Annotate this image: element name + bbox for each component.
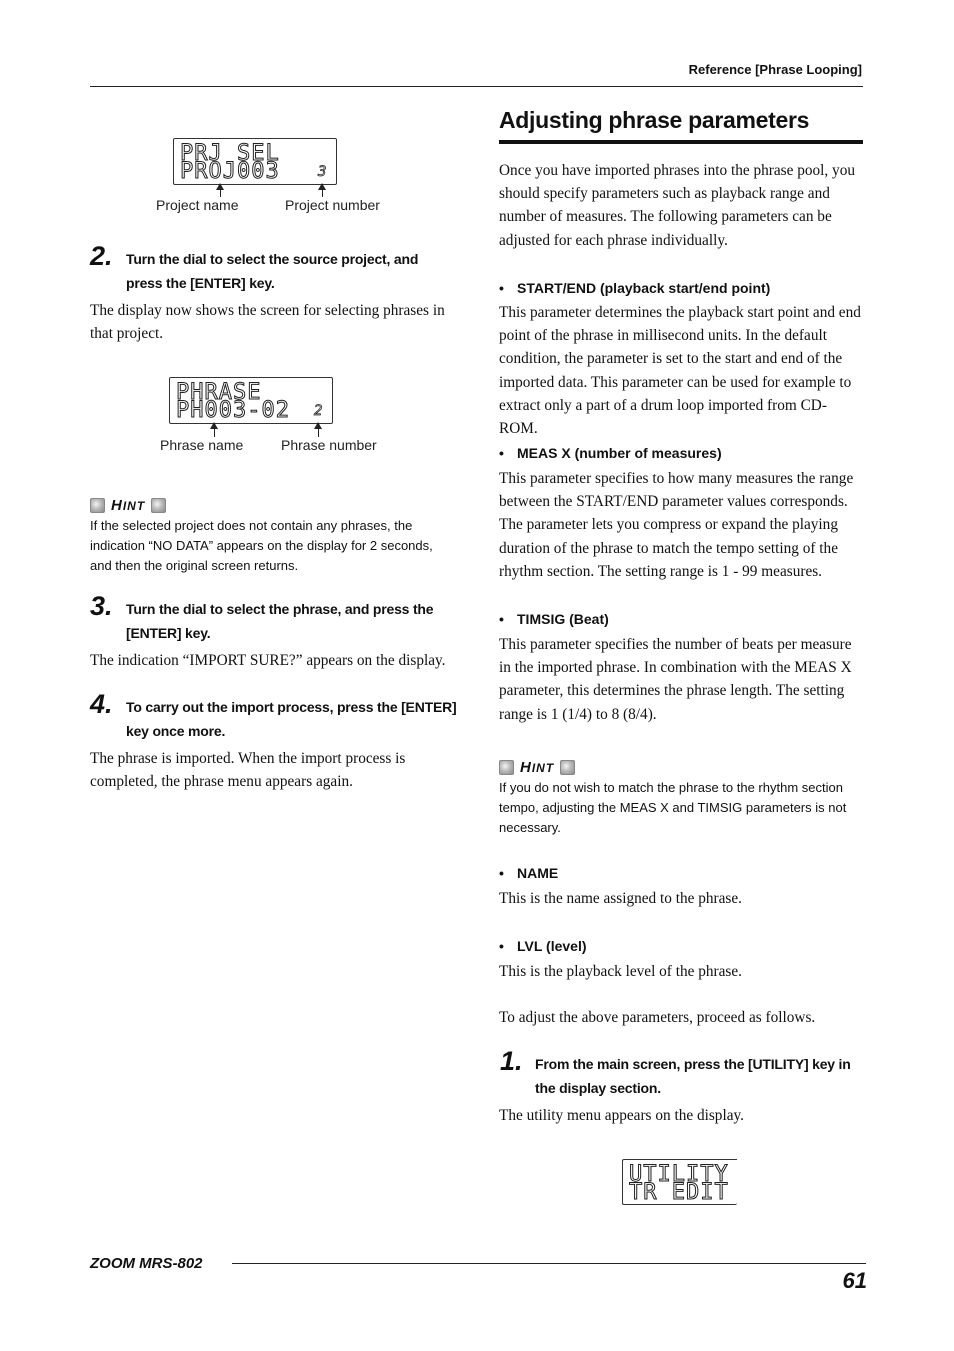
hint-body: If the selected project does not contain any phrases, the indication “NO DATA” appears on the display for 2 seconds, and then the original screen returns. xyxy=(90,518,433,573)
bullet-dot: • xyxy=(499,445,504,461)
arrow-project-name xyxy=(220,184,221,197)
param-description: This is the playback level of the phrase. xyxy=(499,963,742,980)
param-description: This parameter determines the playback start point and end point of the phrase in millisecond units. In the default condition, the parameter is set to the start and end of the imported data. This parameter can be used for example to extract only a part of a drum loop imported from CD-ROM. xyxy=(499,304,861,438)
hint-label: HINT xyxy=(520,758,555,776)
bullet-dot: • xyxy=(499,280,504,296)
hint-square-icon xyxy=(151,498,166,513)
lcd-line-2: PROJ003 xyxy=(180,159,280,184)
param-heading xyxy=(499,445,722,461)
hint-label: HINT xyxy=(111,496,146,514)
label-project-number: Project number xyxy=(285,197,380,213)
bullet-dot: • xyxy=(499,865,504,881)
section-title: Adjusting phrase parameters xyxy=(499,107,810,133)
step-4-description: The phrase is imported. When the import process is completed, the phrase menu appears again. xyxy=(90,750,406,791)
lcd-phrase-select xyxy=(169,377,333,424)
step-3-number: 3. xyxy=(90,591,113,621)
running-header: Reference [Phrase Looping] xyxy=(688,62,862,77)
step-3-description: The indication “IMPORT SURE?” appears on the display. xyxy=(90,652,446,669)
param-description: This parameter specifies to how many measures the range between the START/END parameter values corresponds. The parameter lets you compress or expand the playing duration of the phrase to match the tempo setting of the rhythm section. The setting range is 1 - 99 measures. xyxy=(499,470,854,580)
step-1-description: The utility menu appears on the display. xyxy=(499,1107,744,1124)
lcd-phrase-number: 2 xyxy=(314,403,323,419)
lcd-line-1: UTILITY xyxy=(629,1162,729,1187)
step-1-number: 1. xyxy=(500,1046,523,1076)
lcd-line-1: PRJ SEL xyxy=(180,141,280,166)
step-1-instruction: From the main screen, press the [UTILITY] key in the display section. xyxy=(535,1056,851,1096)
step-2-number: 2. xyxy=(90,241,113,271)
intro-paragraph: Once you have imported phrases into the phrase pool, you should specify parameters such as playback range and number of measures. The following parameters can be adjusted for each phrase individually. xyxy=(499,162,855,249)
step-4-number: 4. xyxy=(90,689,113,719)
lcd-project-select xyxy=(173,138,337,185)
param-heading xyxy=(499,865,558,881)
param-heading xyxy=(499,938,587,954)
param-name: LVL (level) xyxy=(517,938,587,954)
hint-heading xyxy=(499,759,575,775)
param-name: NAME xyxy=(517,865,559,881)
hint-square-icon xyxy=(90,498,105,513)
step-4-instruction: To carry out the import process, press the [ENTER] key once more. xyxy=(126,699,457,739)
footer-rule xyxy=(232,1263,866,1264)
hint-square-icon xyxy=(499,760,514,775)
lcd-project-number: 3 xyxy=(318,164,327,180)
bullet-dot: • xyxy=(499,611,504,627)
hint-body: If you do not wish to match the phrase to the rhythm section tempo, adjusting the MEAS X and TIMSIG parameters is not necessary. xyxy=(499,780,847,835)
page-number: 61 xyxy=(842,1268,867,1293)
step-2-description: The display now shows the screen for selecting phrases in that project. xyxy=(90,302,445,343)
lcd-utility-menu xyxy=(622,1159,737,1205)
arrow-project-number xyxy=(322,184,323,197)
arrow-phrase-name xyxy=(214,423,215,437)
proceed-paragraph: To adjust the above parameters, proceed as follows. xyxy=(499,1009,816,1026)
param-description: This parameter specifies the number of beats per measure in the imported phrase. In combination with the MEAS X parameter, this determines the phrase length. The setting range is 1 (1/4) to 8 (8/4). xyxy=(499,636,852,723)
header-rule xyxy=(90,86,863,87)
param-description: This is the name assigned to the phrase. xyxy=(499,890,742,907)
param-name: MEAS X (number of measures) xyxy=(517,445,722,461)
section-title-rule xyxy=(499,140,863,144)
hint-square-icon xyxy=(560,760,575,775)
label-phrase-name: Phrase name xyxy=(160,437,244,453)
arrow-phrase-number xyxy=(318,423,319,437)
lcd-line-1: PHRASE xyxy=(176,380,262,405)
label-phrase-number: Phrase number xyxy=(281,437,377,453)
param-heading xyxy=(499,611,609,627)
label-project-name: Project name xyxy=(156,197,239,213)
param-name: TIMSIG (Beat) xyxy=(517,611,609,627)
lcd-line-2: TR EDIT xyxy=(629,1180,729,1205)
param-name: START/END (playback start/end point) xyxy=(517,280,771,296)
hint-heading xyxy=(90,497,166,513)
param-heading xyxy=(499,280,770,296)
step-3-instruction: Turn the dial to select the phrase, and press the [ENTER] key. xyxy=(126,601,434,641)
step-2-instruction: Turn the dial to select the source project, and press the [ENTER] key. xyxy=(126,251,419,291)
footer-brand: ZOOM MRS-802 xyxy=(90,1255,203,1272)
lcd-line-2: PH003-02 xyxy=(176,398,290,423)
bullet-dot: • xyxy=(499,938,504,954)
